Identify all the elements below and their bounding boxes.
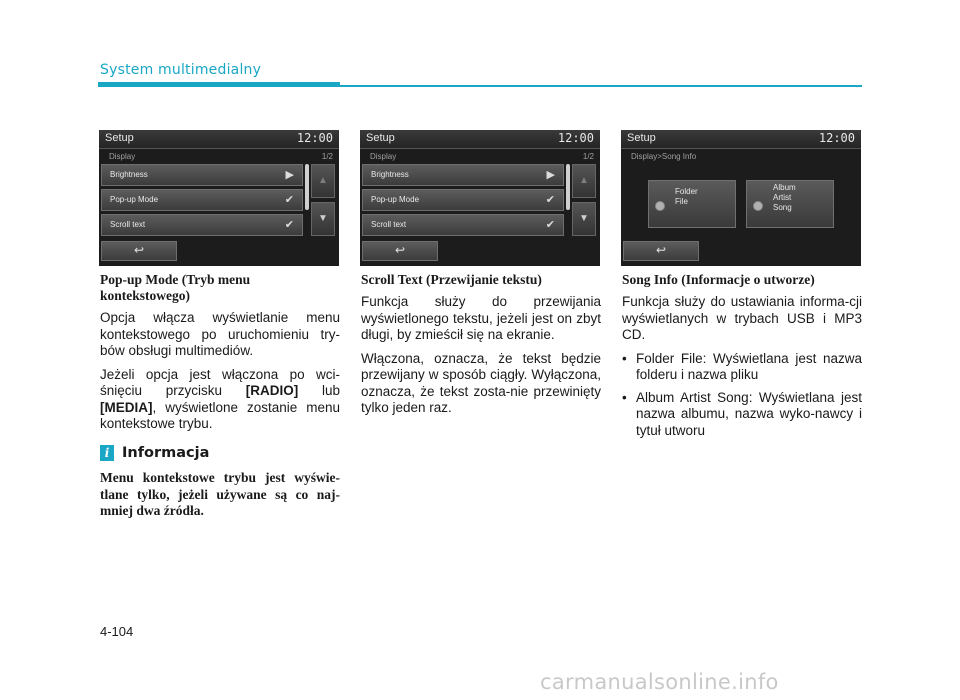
option-text [773, 183, 796, 213]
screen-title-bar [99, 130, 339, 149]
list-item [622, 390, 862, 440]
checkmark-icon: ✔ [545, 194, 555, 206]
screen-title-bar [360, 130, 600, 149]
menu-item-popup-mode [101, 189, 303, 211]
button-name-radio: [RADIO] [245, 383, 299, 398]
bullet-icon: • [622, 389, 627, 405]
bullet-icon: • [622, 350, 627, 366]
section-title: Song Info (Informacje o utworze) [622, 272, 815, 287]
info-title: Informacja [122, 445, 210, 461]
screen-subtitle: Display>Song Info [631, 152, 697, 161]
back-arrow-icon: ↩ [623, 241, 699, 261]
list-item [622, 351, 862, 384]
checkmark-icon: ✔ [284, 219, 294, 231]
info-icon: i [100, 445, 114, 461]
screen-title-bar [621, 130, 861, 149]
paragraph: Funkcja służy do ustawiania informa-cji wyświetlanych w trybach USB i MP3 CD. [622, 294, 862, 342]
screenshot-setup-display-1 [99, 130, 339, 266]
option-line: Album [773, 183, 796, 192]
menu-item-scroll-text [362, 214, 564, 236]
play-arrow-icon: ▶ [546, 169, 555, 181]
column-scroll-text [361, 272, 601, 424]
menu-item-label: Pop-up Mode [110, 195, 159, 204]
screen-subtitle: Display [109, 152, 136, 161]
screen-clock: 12:00 [818, 131, 855, 145]
screen-subtitle: Display [370, 152, 397, 161]
option-folder-file [648, 180, 736, 228]
screen-title: Setup [366, 132, 395, 144]
menu-item-label: Brightness [110, 170, 148, 179]
option-line: Folder [675, 187, 698, 196]
header-title: System multimedialny [100, 62, 262, 78]
header-rule-thick [98, 82, 340, 87]
menu-item-popup-mode [362, 189, 564, 211]
screen-clock: 12:00 [557, 131, 594, 145]
section-title: Pop-up Mode (Tryb menu kontekstowego) [100, 272, 251, 303]
scrollbar-track [566, 164, 570, 210]
text-run: , wyświetlone zostanie menu kontekstowe trybu. [100, 399, 340, 431]
option-line: Artist [773, 193, 792, 202]
screen-page-indicator: 1/2 [582, 152, 594, 161]
menu-item-label: Pop-up Mode [371, 195, 420, 204]
text-run: lub [298, 383, 340, 398]
paragraph: Włączona, oznacza, że tekst będzie przewijany w sposób ciągły. Wyłączona, oznacza, że tekst zosta-nie przewinięty tylko jeden raz. [361, 350, 601, 415]
paragraph: Opcja włącza wyświetlanie menu kontekstowego po uruchomieniu try-bów obsługi multimediów. [100, 310, 340, 358]
radio-icon [753, 201, 763, 211]
play-arrow-icon: ▶ [285, 169, 294, 181]
option-album-artist-song [746, 180, 834, 228]
menu-item-scroll-text [101, 214, 303, 236]
arrow-up-icon: ▲ [311, 164, 335, 198]
screenshot-song-info [621, 130, 861, 266]
list-item-text: Album Artist Song: Wyświetlana jest nazwa albumu, nazwa wyko-nawcy i tytuł utworu [636, 389, 862, 438]
info-text: Menu kontekstowe trybu jest wyświe-tlane tylko, jeżeli używane są co naj-mniej dwa źródła. [100, 470, 340, 518]
option-line: Song [773, 203, 792, 212]
section-title: Scroll Text (Przewijanie tekstu) [361, 272, 542, 287]
radio-icon [655, 201, 665, 211]
screen-page-indicator: 1/2 [321, 152, 333, 161]
page-number: 4-104 [100, 624, 134, 639]
bullet-list [622, 351, 862, 440]
screen-clock: 12:00 [296, 131, 333, 145]
paragraph: Funkcja służy do przewijania wyświetlonego tekstu, jeżeli jest on zbyt długi, by zmieścił się na ekranie. [361, 294, 601, 342]
column-song-info [622, 272, 862, 445]
checkmark-icon: ✔ [545, 219, 555, 231]
option-line: File [675, 197, 688, 206]
button-name-media: [MEDIA] [100, 399, 153, 415]
arrow-up-icon: ▲ [572, 164, 596, 198]
watermark: carmanualsonline.info [540, 670, 779, 694]
menu-item-label: Brightness [371, 170, 409, 179]
screen-title: Setup [627, 132, 656, 144]
checkmark-icon: ✔ [284, 194, 294, 206]
scrollbar-track [305, 164, 309, 210]
column-popup-mode [100, 272, 340, 440]
paragraph [100, 367, 340, 433]
text-run: Jeżeli opcja jest włączona po wci-śnięciu przycisku [100, 366, 340, 398]
back-arrow-icon: ↩ [362, 241, 438, 261]
arrow-down-icon: ▼ [572, 202, 596, 236]
menu-item-brightness [101, 164, 303, 186]
list-item-text: Folder File: Wyświetlana jest nazwa folderu i nazwa pliku [636, 350, 862, 382]
option-text [675, 187, 698, 207]
arrow-down-icon: ▼ [311, 202, 335, 236]
screen-title: Setup [105, 132, 134, 144]
back-arrow-icon: ↩ [101, 241, 177, 261]
header-rule-thin [340, 85, 862, 87]
menu-item-brightness [362, 164, 564, 186]
screenshot-setup-display-2 [360, 130, 600, 266]
menu-item-label: Scroll text [110, 220, 146, 229]
menu-item-label: Scroll text [371, 220, 407, 229]
